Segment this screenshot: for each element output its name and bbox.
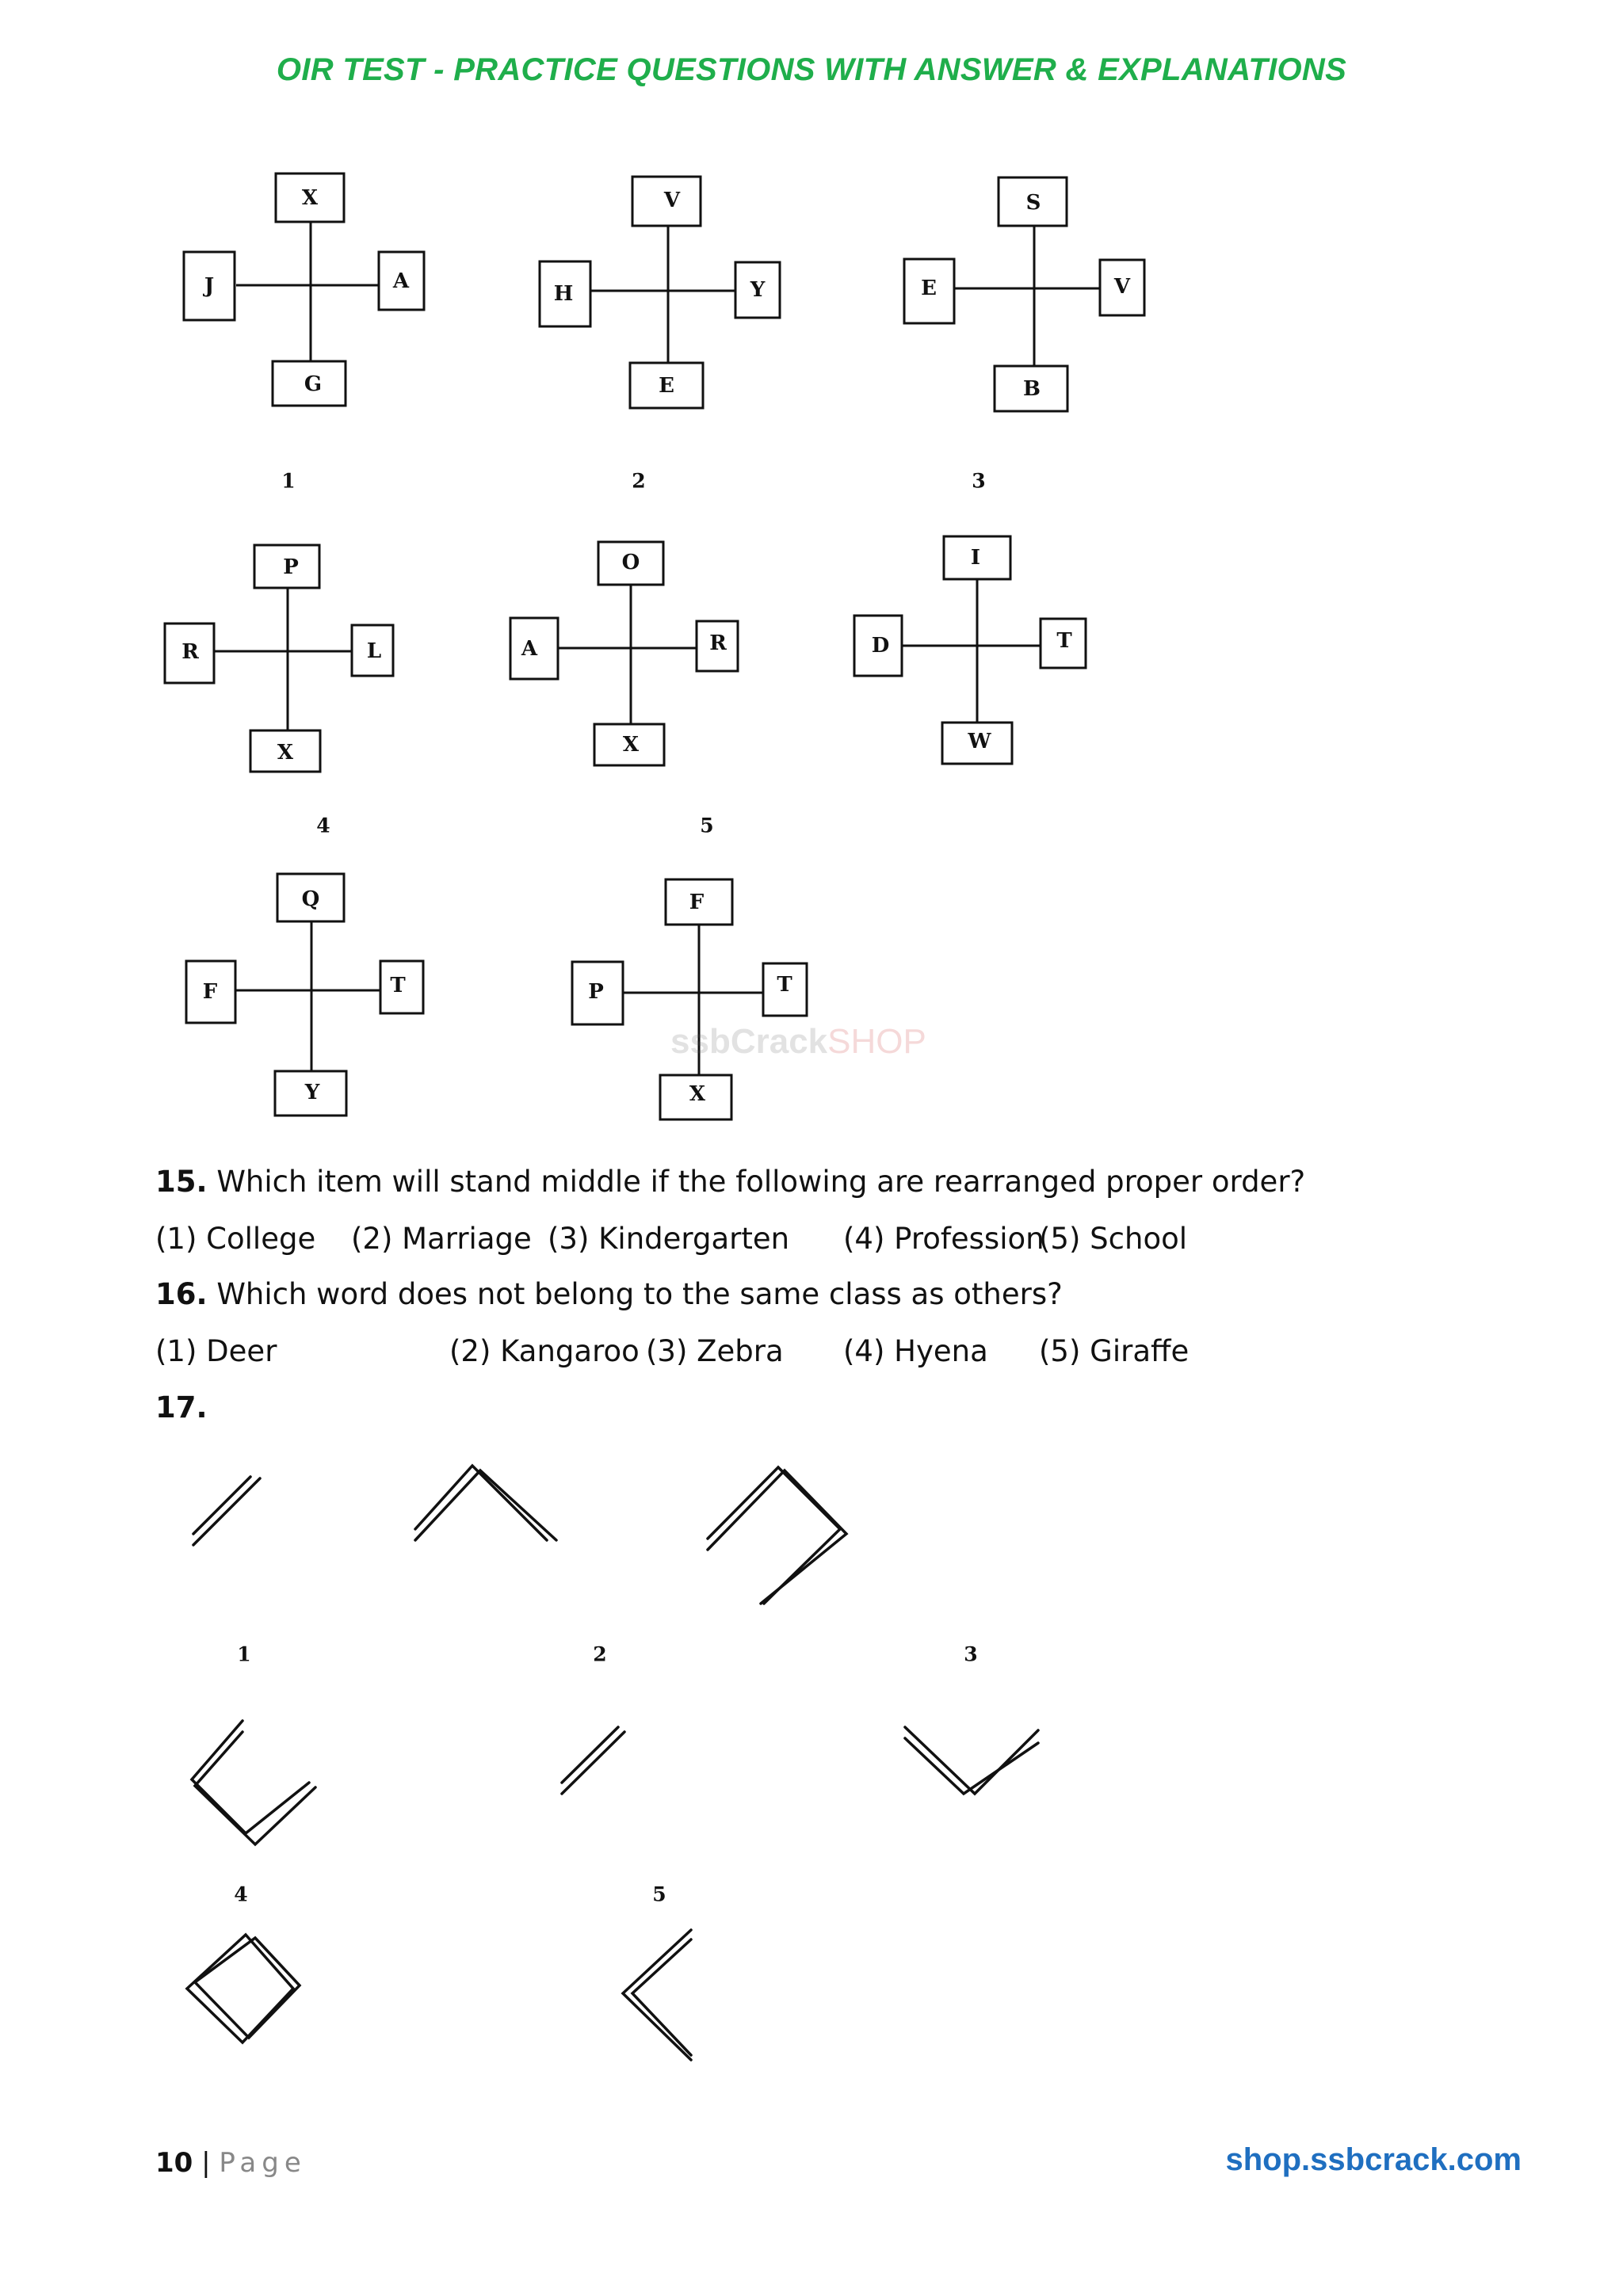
fig3-right-letter: V	[1113, 275, 1131, 299]
question-15-number: 15.	[155, 1165, 208, 1199]
q17-figure-label-1: 1	[237, 1642, 251, 1666]
q17-figure-label-2: 2	[593, 1642, 607, 1666]
question-17-number: 17.	[155, 1390, 208, 1425]
fig1-right-letter: A	[392, 269, 410, 293]
fig8-bottom-letter: X	[689, 1082, 706, 1106]
q17-figure-1	[193, 1477, 260, 1545]
q17-option-figure-5	[623, 1930, 691, 2060]
cross-figure-number-5: 5	[700, 814, 714, 837]
fig8-top-letter: F	[689, 891, 705, 914]
q17-figure-label-4: 4	[234, 1882, 248, 1906]
cross-figure-number-2: 2	[632, 469, 646, 493]
footer-site-link[interactable]: shop.ssbcrack.com	[1225, 2142, 1522, 2177]
question-16-number: 16.	[155, 1277, 208, 1311]
fig6-left-letter: D	[871, 634, 890, 658]
q15-option-5: (5) School	[1039, 1222, 1188, 1256]
q15-option-1: (1) College	[155, 1222, 316, 1256]
q17-option-figure-2	[562, 1727, 624, 1794]
q17-figure-2	[415, 1466, 556, 1540]
fig6-top-letter: I	[970, 546, 981, 570]
fig5-left-letter: A	[521, 637, 538, 661]
fig6-bottom-letter: W	[968, 730, 991, 753]
fig4-left-letter: R	[181, 640, 199, 664]
fig4-bottom-letter: X	[277, 741, 294, 765]
fig7-bottom-letter: Y	[304, 1081, 320, 1104]
fig4-top-letter: P	[283, 555, 299, 579]
q16-option-5: (5) Giraffe	[1039, 1334, 1190, 1368]
cross-figure-number-3: 3	[972, 469, 986, 493]
fig1-left-letter: J	[204, 274, 215, 298]
q15-option-2: (2) Marriage	[351, 1222, 532, 1256]
page-separator: |	[201, 2147, 211, 2179]
q17-figure-label-3: 3	[964, 1642, 978, 1666]
fig4-right-letter: L	[366, 639, 382, 663]
fig7-top-letter: Q	[301, 887, 320, 911]
q16-option-4: (4) Hyena	[843, 1334, 988, 1368]
fig8-right-letter: T	[777, 973, 792, 997]
fig7-left-letter: F	[202, 980, 218, 1004]
cross-figure-number-4: 4	[316, 814, 330, 837]
q17-figure-label-5: 5	[652, 1882, 666, 1906]
fig1-top-letter: X	[301, 186, 319, 210]
fig2-right-letter: Y	[750, 278, 766, 302]
cross-figure-number-1: 1	[281, 469, 296, 493]
question-15-text: Which item will stand middle if the following are rearranged proper order?	[216, 1165, 1306, 1199]
watermark-logo: ssbCrackSHOP	[670, 1022, 926, 1061]
header-title: OIR TEST - PRACTICE QUESTIONS WITH ANSWER & EXPLANATIONS	[276, 52, 1347, 87]
page-number: 10	[155, 2147, 193, 2179]
q16-option-2: (2) Kangaroo	[449, 1334, 640, 1368]
q17-option-figure-3	[905, 1727, 1038, 1794]
fig3-bottom-letter: B	[1023, 377, 1041, 401]
fig3-top-letter: S	[1025, 191, 1041, 215]
question-16-text: Which word does not belong to the same class as others?	[216, 1277, 1063, 1311]
q16-option-1: (1) Deer	[155, 1334, 277, 1368]
q15-option-3: (3) Kindergarten	[548, 1222, 790, 1256]
page-word: Page	[219, 2147, 307, 2179]
fig1-bottom-letter: G	[304, 372, 323, 396]
fig2-top-letter: V	[663, 189, 681, 212]
fig5-bottom-letter: X	[622, 733, 640, 757]
q17-option-figure-4	[187, 1935, 300, 2042]
fig6-right-letter: T	[1056, 629, 1072, 653]
q17-option-figure-1	[192, 1721, 315, 1844]
fig5-right-letter: R	[709, 631, 727, 655]
q17-figure-3	[708, 1467, 846, 1604]
page-footer-number	[155, 2147, 307, 2179]
fig7-right-letter: T	[390, 974, 406, 997]
fig2-left-letter: H	[553, 282, 574, 306]
q16-option-3: (3) Zebra	[646, 1334, 784, 1368]
fig3-left-letter: E	[921, 277, 937, 300]
fig2-bottom-letter: E	[659, 374, 674, 398]
fig5-top-letter: O	[621, 551, 640, 574]
fig8-left-letter: P	[588, 980, 604, 1004]
q15-option-4: (4) Profession	[843, 1222, 1044, 1256]
